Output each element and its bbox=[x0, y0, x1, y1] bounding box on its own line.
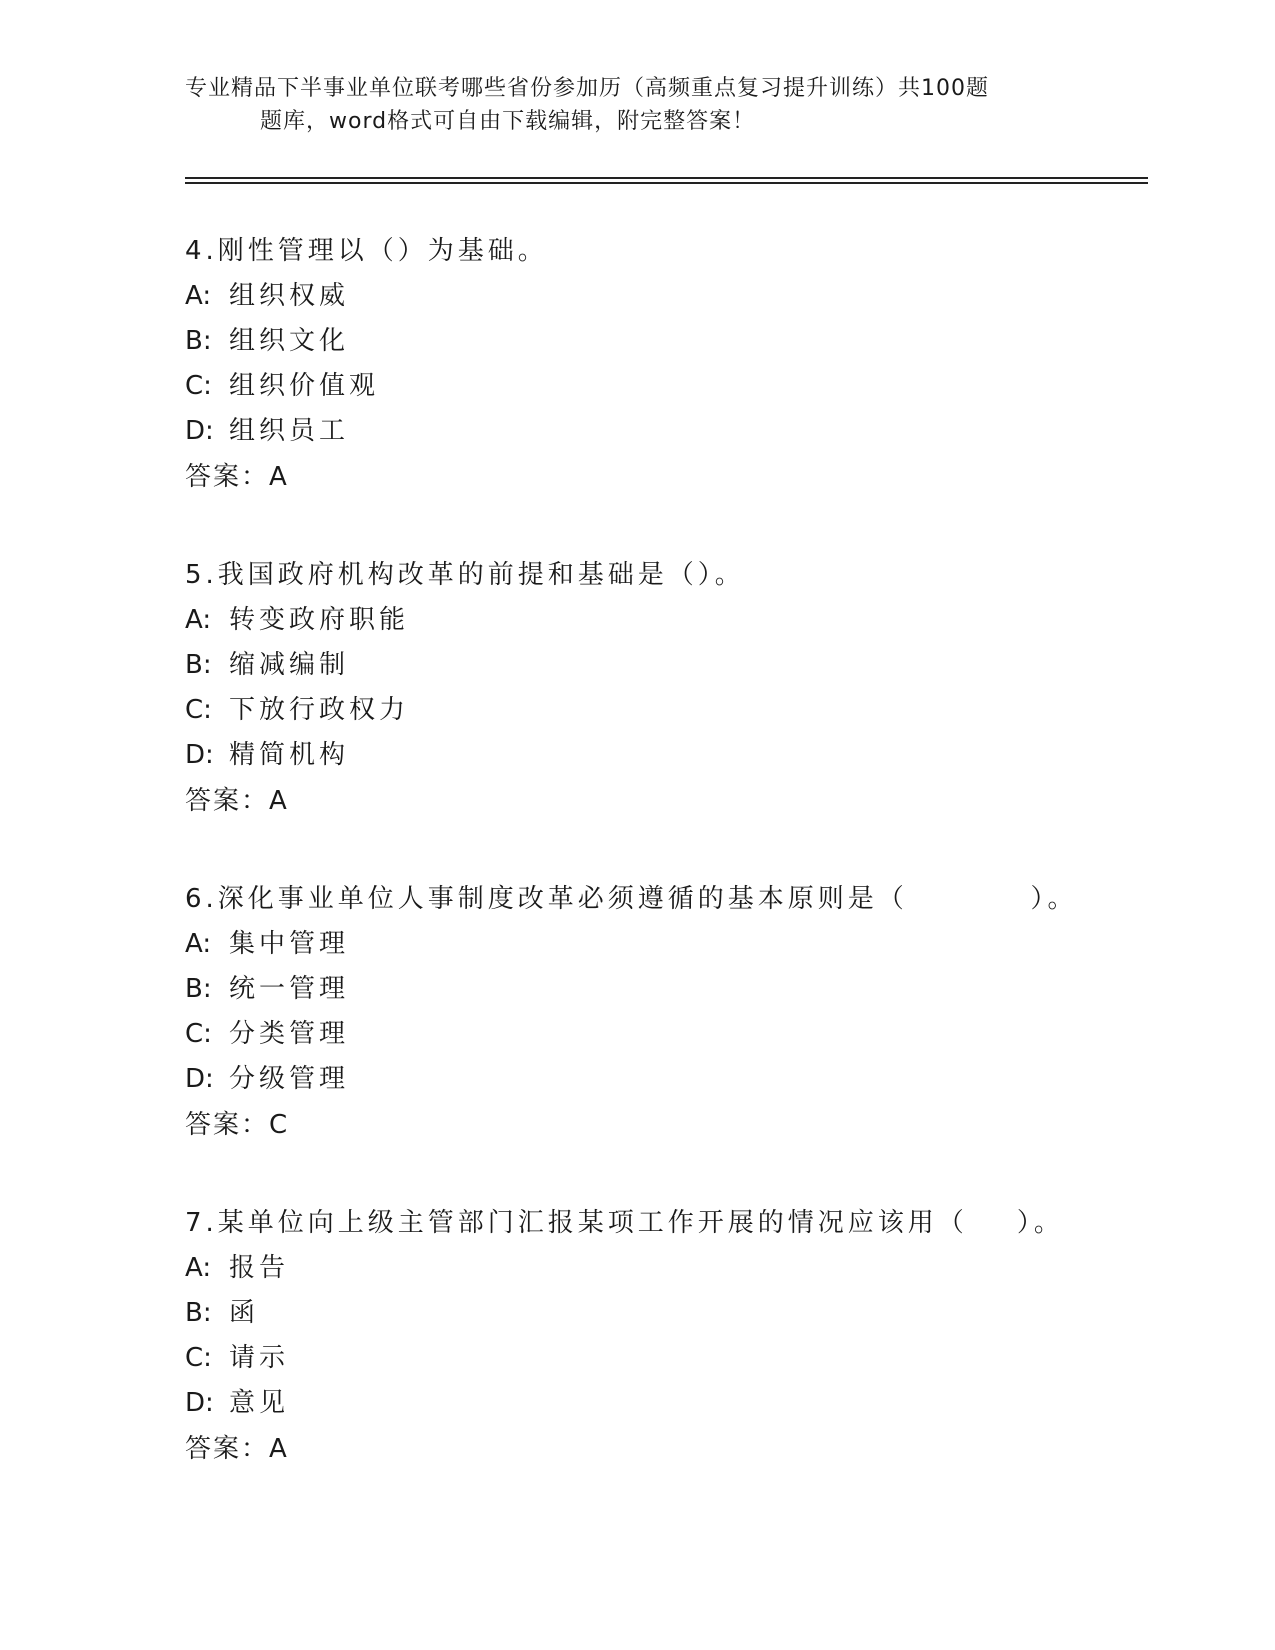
question-stem: 6.深化事业单位人事制度改革必须遵循的基本原则是（ ）。 bbox=[185, 884, 1078, 914]
header-divider-top bbox=[185, 177, 1148, 179]
option-text: 组织员工 bbox=[229, 416, 350, 446]
question-item bbox=[185, 228, 1145, 500]
option-a bbox=[185, 598, 1145, 643]
option-text: 意见 bbox=[229, 1388, 290, 1418]
option-a bbox=[185, 274, 1145, 319]
option-key: C: bbox=[185, 371, 212, 401]
option-c bbox=[185, 1012, 1145, 1057]
option-key: A: bbox=[185, 1253, 212, 1283]
option-key: C: bbox=[185, 1343, 212, 1373]
option-key: D: bbox=[185, 1064, 214, 1094]
header-divider-bottom bbox=[185, 182, 1148, 184]
option-text: 统一管理 bbox=[229, 974, 350, 1004]
option-text: 缩减编制 bbox=[229, 650, 350, 680]
option-key: D: bbox=[185, 740, 214, 770]
answer-label: 答案： bbox=[185, 1434, 270, 1464]
option-d bbox=[185, 733, 1145, 778]
question-stem: 5.我国政府机构改革的前提和基础是（）。 bbox=[185, 560, 745, 590]
question-stem: 4.刚性管理以（）为基础。 bbox=[185, 236, 548, 266]
question-stem: 7.某单位向上级主管部门汇报某项工作开展的情况应该用（ ）。 bbox=[185, 1208, 1064, 1238]
answer-value: A bbox=[269, 1434, 289, 1464]
title-line-2: 题库，word格式可自由下载编辑，附完整答案！ bbox=[260, 109, 756, 134]
option-text: 组织价值观 bbox=[229, 371, 380, 401]
answer-line bbox=[185, 1426, 1145, 1472]
option-text: 报告 bbox=[229, 1253, 290, 1283]
option-text: 集中管理 bbox=[229, 929, 350, 959]
option-d bbox=[185, 1381, 1145, 1426]
option-key: D: bbox=[185, 1388, 214, 1418]
option-text: 组织文化 bbox=[229, 326, 350, 356]
option-key: B: bbox=[185, 326, 212, 356]
option-d bbox=[185, 409, 1145, 454]
option-text: 组织权威 bbox=[229, 281, 350, 311]
option-text: 函 bbox=[229, 1298, 260, 1328]
option-key: A: bbox=[185, 281, 212, 311]
answer-label: 答案： bbox=[185, 462, 270, 492]
option-key: B: bbox=[185, 650, 212, 680]
option-key: D: bbox=[185, 416, 214, 446]
option-c bbox=[185, 688, 1145, 733]
option-text: 转变政府职能 bbox=[229, 605, 410, 635]
answer-label: 答案： bbox=[185, 786, 270, 816]
answer-label: 答案： bbox=[185, 1110, 270, 1140]
answer-value: A bbox=[269, 462, 289, 492]
question-list bbox=[185, 228, 1145, 1524]
title-line-1: 专业精品下半事业单位联考哪些省份参加历（高频重点复习提升训练）共100题 bbox=[185, 76, 989, 101]
question-item bbox=[185, 876, 1145, 1148]
option-text: 精简机构 bbox=[229, 740, 350, 770]
option-a bbox=[185, 1246, 1145, 1291]
option-key: B: bbox=[185, 1298, 212, 1328]
option-text: 下放行政权力 bbox=[229, 695, 410, 725]
question-item bbox=[185, 552, 1145, 824]
answer-line bbox=[185, 778, 1145, 824]
option-b bbox=[185, 967, 1145, 1012]
option-key: A: bbox=[185, 605, 212, 635]
answer-line bbox=[185, 1102, 1145, 1148]
option-text: 请示 bbox=[229, 1343, 290, 1373]
question-item bbox=[185, 1200, 1145, 1472]
option-b bbox=[185, 319, 1145, 364]
option-b bbox=[185, 643, 1145, 688]
option-key: C: bbox=[185, 1019, 212, 1049]
option-c bbox=[185, 1336, 1145, 1381]
option-key: A: bbox=[185, 929, 212, 959]
option-key: C: bbox=[185, 695, 212, 725]
answer-line bbox=[185, 454, 1145, 500]
option-text: 分类管理 bbox=[229, 1019, 350, 1049]
answer-value: A bbox=[269, 786, 289, 816]
answer-value: C bbox=[269, 1110, 290, 1140]
option-d bbox=[185, 1057, 1145, 1102]
option-a bbox=[185, 922, 1145, 967]
option-key: B: bbox=[185, 974, 212, 1004]
option-b bbox=[185, 1291, 1145, 1336]
document-title bbox=[185, 72, 1085, 138]
option-text: 分级管理 bbox=[229, 1064, 350, 1094]
option-c bbox=[185, 364, 1145, 409]
